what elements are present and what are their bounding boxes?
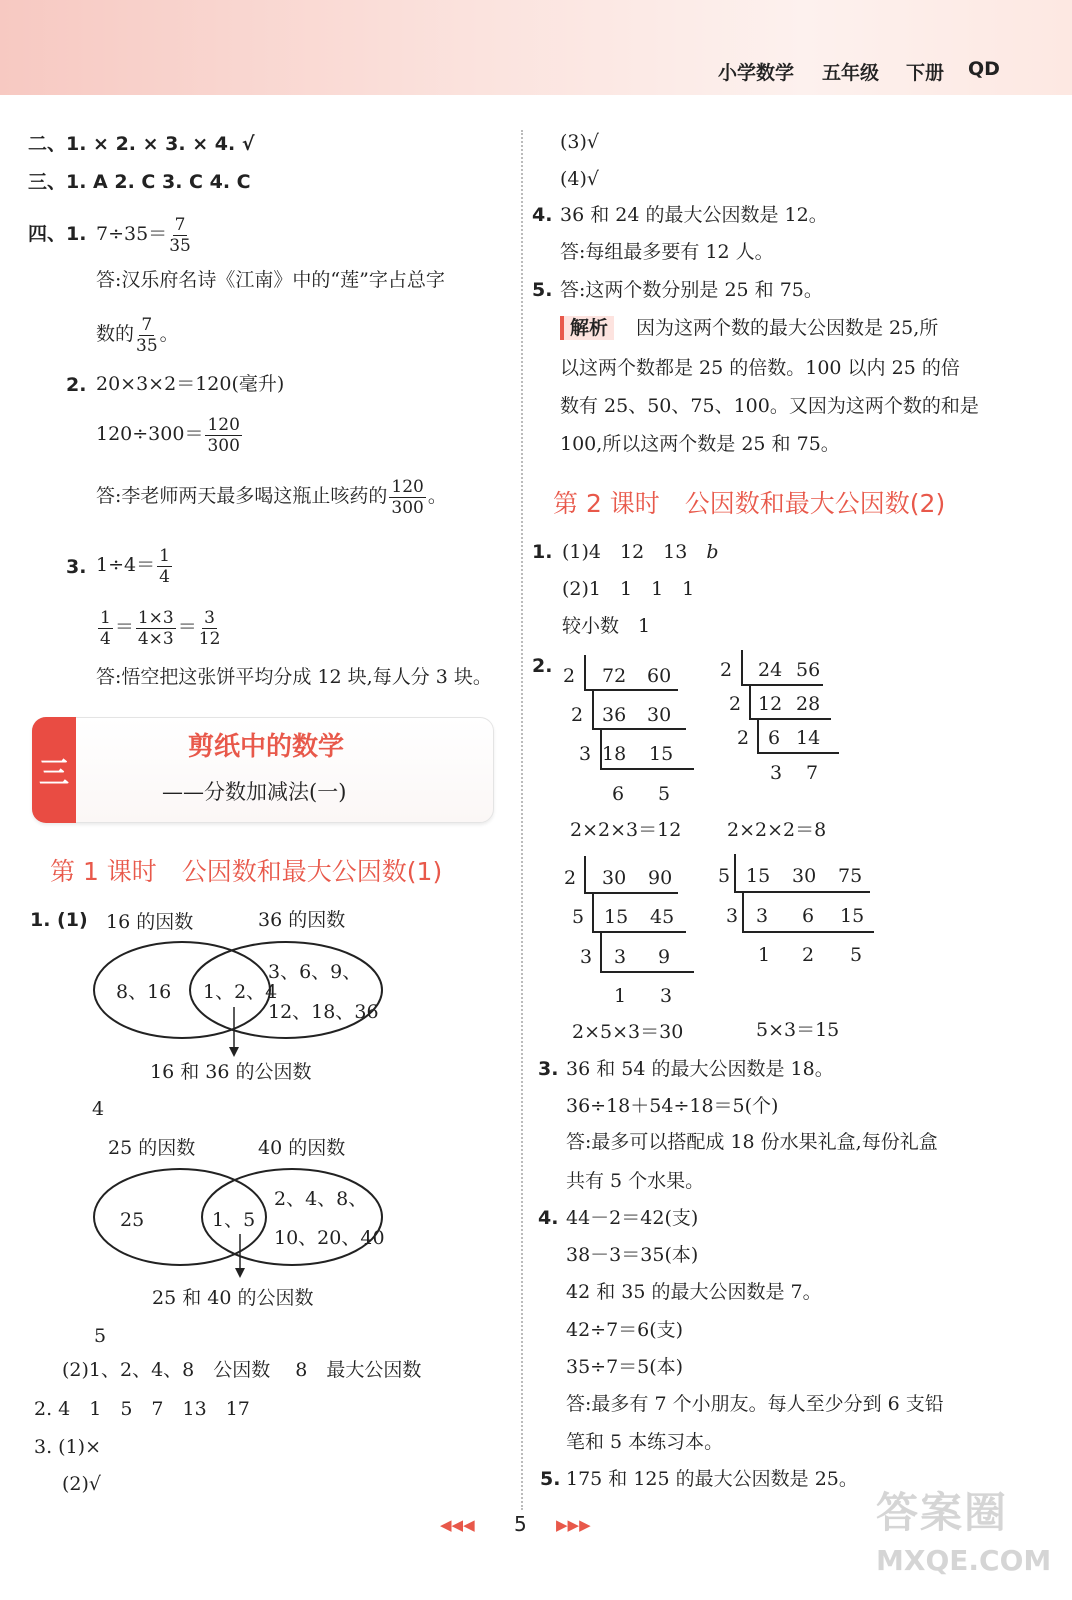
div2-result: 2×2×2＝8 (727, 819, 827, 841)
divisor: 5 (572, 906, 585, 928)
b3-line3: 答:最多可以搭配成 18 份水果礼盒,每份礼盒 (566, 1131, 938, 1153)
header-term: 下册 (906, 62, 945, 84)
answer-section-two: 二、1. × 2. × 3. × 4. √ (28, 133, 255, 155)
cell: 24 (758, 659, 783, 681)
r-part4: (4)√ (560, 168, 600, 190)
a5-line1: 答:这两个数分别是 25 和 75。 (560, 279, 823, 301)
divisor: 5 (718, 865, 731, 887)
q2-answers: 2. 4 1 5 7 13 17 (34, 1398, 250, 1420)
unit-subtitle: ——分数加减法(一) (162, 780, 347, 804)
divisor: 2 (737, 727, 750, 749)
b4-line1: 44－2＝42(支) (566, 1207, 699, 1229)
next-page-arrows[interactable]: ▶▶▶ (556, 1516, 591, 1534)
venn1-right-values-a: 3、6、9、 (268, 961, 362, 983)
divisor: 2 (563, 665, 576, 687)
venn1-left-values: 8、16 (116, 981, 172, 1003)
divisor: 2 (571, 704, 584, 726)
four-2-answer: 答:李老师两天最多喝这瓶止咳药的 $\frac{120}{300}$ 。 (96, 476, 447, 518)
cell: 6 (612, 783, 625, 805)
four-2-label: 2. (66, 374, 87, 396)
divisor: 3 (579, 743, 592, 765)
cell: 72 (602, 665, 627, 687)
venn1-right-title: 36 的因数 (258, 909, 346, 931)
header-grade: 五年级 (822, 62, 880, 84)
venn2-answer: 5 (94, 1325, 107, 1347)
q3-part1: 3. (1)× (34, 1436, 102, 1458)
cell: 14 (796, 727, 821, 749)
b4-line6: 答:最多有 7 个小朋友。每人至少分到 6 支铅 (566, 1393, 944, 1415)
explanation-line2: 以这两个数都是 25 的倍数。100 以内 25 的倍 (560, 357, 960, 379)
cell: 2 (802, 944, 815, 966)
four-1-equation: 7÷35＝ $\frac{7}{35}$ (96, 214, 191, 256)
venn2-common-values: 1、5 (212, 1209, 256, 1231)
four-2-eq2: 120÷300＝ $\frac{120}{300}$ (96, 414, 240, 456)
cell: 5 (658, 783, 671, 805)
cell: 15 (746, 865, 771, 887)
cell: 90 (648, 867, 673, 889)
four-1-answer-b: 数的 $\frac{7}{35}$ 。 (96, 314, 179, 356)
four-3-eq2: $\frac{1}{4}$ ＝ $\frac{1\times 3}{4\times 3}$ ＝ $\frac{3}{12}$ (100, 607, 221, 649)
explanation-line3: 数有 25、50、75、100。又因为这两个数的和是 (560, 395, 979, 417)
a4-line1: 36 和 24 的最大公因数是 12。 (560, 204, 828, 226)
cell: 30 (792, 865, 817, 887)
cell: 3 (770, 762, 783, 784)
r-part3: (3)√ (560, 131, 600, 153)
cell: 15 (604, 906, 629, 928)
b4-line2: 38－3＝35(本) (566, 1244, 699, 1266)
unit-number-badge: 三 (32, 717, 76, 823)
div1-result: 2×2×3＝12 (570, 819, 682, 841)
divisor: 2 (729, 693, 742, 715)
cell: 45 (650, 906, 675, 928)
venn1-caption: 16 和 36 的公因数 (150, 1061, 312, 1083)
four-1-answer-a: 答:汉乐府名诗《江南》中的“莲”字占总字 (96, 269, 445, 291)
page-number: 5 (514, 1512, 527, 1536)
lesson-1-title: 第 1 课时 公因数和最大公因数(1) (50, 857, 443, 886)
q3-part2: (2)√ (62, 1473, 102, 1495)
venn1-answer: 4 (92, 1098, 105, 1120)
venn1-right-values-b: 12、18、36 (268, 1001, 379, 1023)
b2-label: 2. (532, 655, 553, 677)
venn2-left-title: 25 的因数 (108, 1137, 196, 1159)
ladder-lines (578, 856, 698, 976)
cell: 3 (756, 905, 769, 927)
venn2-right-title: 40 的因数 (258, 1137, 346, 1159)
a4-label: 4. (532, 204, 553, 226)
explanation-line4: 100,所以这两个数是 25 和 75。 (560, 433, 840, 455)
venn2-caption: 25 和 40 的公因数 (152, 1287, 314, 1309)
divisor: 2 (564, 867, 577, 889)
b3-line1: 36 和 54 的最大公因数是 18。 (566, 1058, 834, 1080)
b3-label: 3. (538, 1058, 559, 1080)
venn2-right-values-b: 10、20、40 (274, 1227, 385, 1249)
q1-part2: (2)1、2、4、8 公因数 8 最大公因数 (62, 1359, 422, 1381)
cell: 1 (758, 944, 771, 966)
cell: 7 (806, 762, 819, 784)
answer-section-three: 三、1. A 2. C 3. C 4. C (28, 171, 251, 193)
divisor: 2 (720, 659, 733, 681)
cell: 28 (796, 693, 821, 715)
b1-part1: (1)4 12 13 b (562, 541, 719, 563)
four-2-eq1: 20×3×2＝120(毫升) (96, 373, 285, 395)
lesson-2-title: 第 2 课时 公因数和最大公因数(2) (553, 489, 946, 518)
four-3-answer: 答:悟空把这张饼平均分成 12 块,每人分 3 块。 (96, 666, 492, 688)
cell: 18 (602, 743, 627, 765)
header-edition: QD (968, 58, 1000, 80)
four-3-eq1: 1÷4＝ $\frac{1}{4}$ (96, 545, 170, 587)
b4-line5: 35÷7＝5(本) (566, 1356, 684, 1378)
prev-page-arrows[interactable]: ◀◀◀ (440, 1516, 475, 1534)
b4-label: 4. (538, 1207, 559, 1229)
cell: 60 (647, 665, 672, 687)
b5-label: 5. (540, 1468, 561, 1490)
b4-line3: 42 和 35 的最大公因数是 7。 (566, 1281, 822, 1303)
cell: 3 (660, 985, 673, 1007)
venn2-left-values: 25 (120, 1209, 145, 1231)
cell: 30 (647, 704, 672, 726)
cell: 15 (840, 905, 865, 927)
ladder-lines (735, 650, 845, 760)
cell: 9 (658, 946, 671, 968)
cell: 12 (758, 693, 783, 715)
cell: 75 (838, 865, 863, 887)
cell: 6 (768, 727, 781, 749)
a4-line2: 答:每组最多要有 12 人。 (560, 241, 774, 263)
cell: 3 (614, 946, 627, 968)
watermark-logo: 答案圈 MXQE.COM (876, 1488, 1052, 1577)
a5-label: 5. (532, 279, 553, 301)
header-subject: 小学数学 (718, 62, 795, 84)
divisor: 3 (580, 946, 593, 968)
divisor: 3 (726, 905, 739, 927)
column-divider (521, 130, 523, 1510)
b4-line7: 笔和 5 本练习本。 (566, 1431, 724, 1453)
b1-part2: (2)1 1 1 1 (562, 578, 695, 600)
section-four-label: 四、1. (28, 223, 87, 245)
q1-label: 1. (1) (30, 909, 88, 931)
venn2-right-values-a: 2、4、8、 (274, 1188, 368, 1210)
unit-title: 剪纸中的数学 (188, 732, 345, 762)
b1-part3: 较小数 1 (562, 615, 651, 637)
ladder-lines (728, 854, 878, 944)
cell: 30 (602, 867, 627, 889)
venn1-left-title: 16 的因数 (106, 911, 194, 933)
explanation-line1: 解析 因为这两个数的最大公因数是 25,所 (560, 316, 938, 340)
b3-line4: 共有 5 个水果。 (566, 1170, 705, 1192)
b4-line4: 42÷7＝6(支) (566, 1319, 684, 1341)
four-3-label: 3. (66, 556, 87, 578)
div4-result: 5×3＝15 (756, 1019, 840, 1041)
cell: 15 (649, 743, 674, 765)
venn1-common-values: 1、2、4 (203, 981, 278, 1003)
b5-line1: 175 和 125 的最大公因数是 25。 (566, 1468, 858, 1490)
b3-line2: 36÷18＋54÷18＝5(个) (566, 1095, 779, 1117)
div3-result: 2×5×3＝30 (572, 1021, 684, 1043)
b1-label: 1. (532, 541, 553, 563)
cell: 36 (602, 704, 627, 726)
cell: 6 (802, 905, 815, 927)
analysis-tag: 解析 (560, 316, 614, 340)
ladder-lines (578, 655, 698, 775)
cell: 1 (614, 985, 627, 1007)
cell: 5 (850, 944, 863, 966)
cell: 56 (796, 659, 821, 681)
